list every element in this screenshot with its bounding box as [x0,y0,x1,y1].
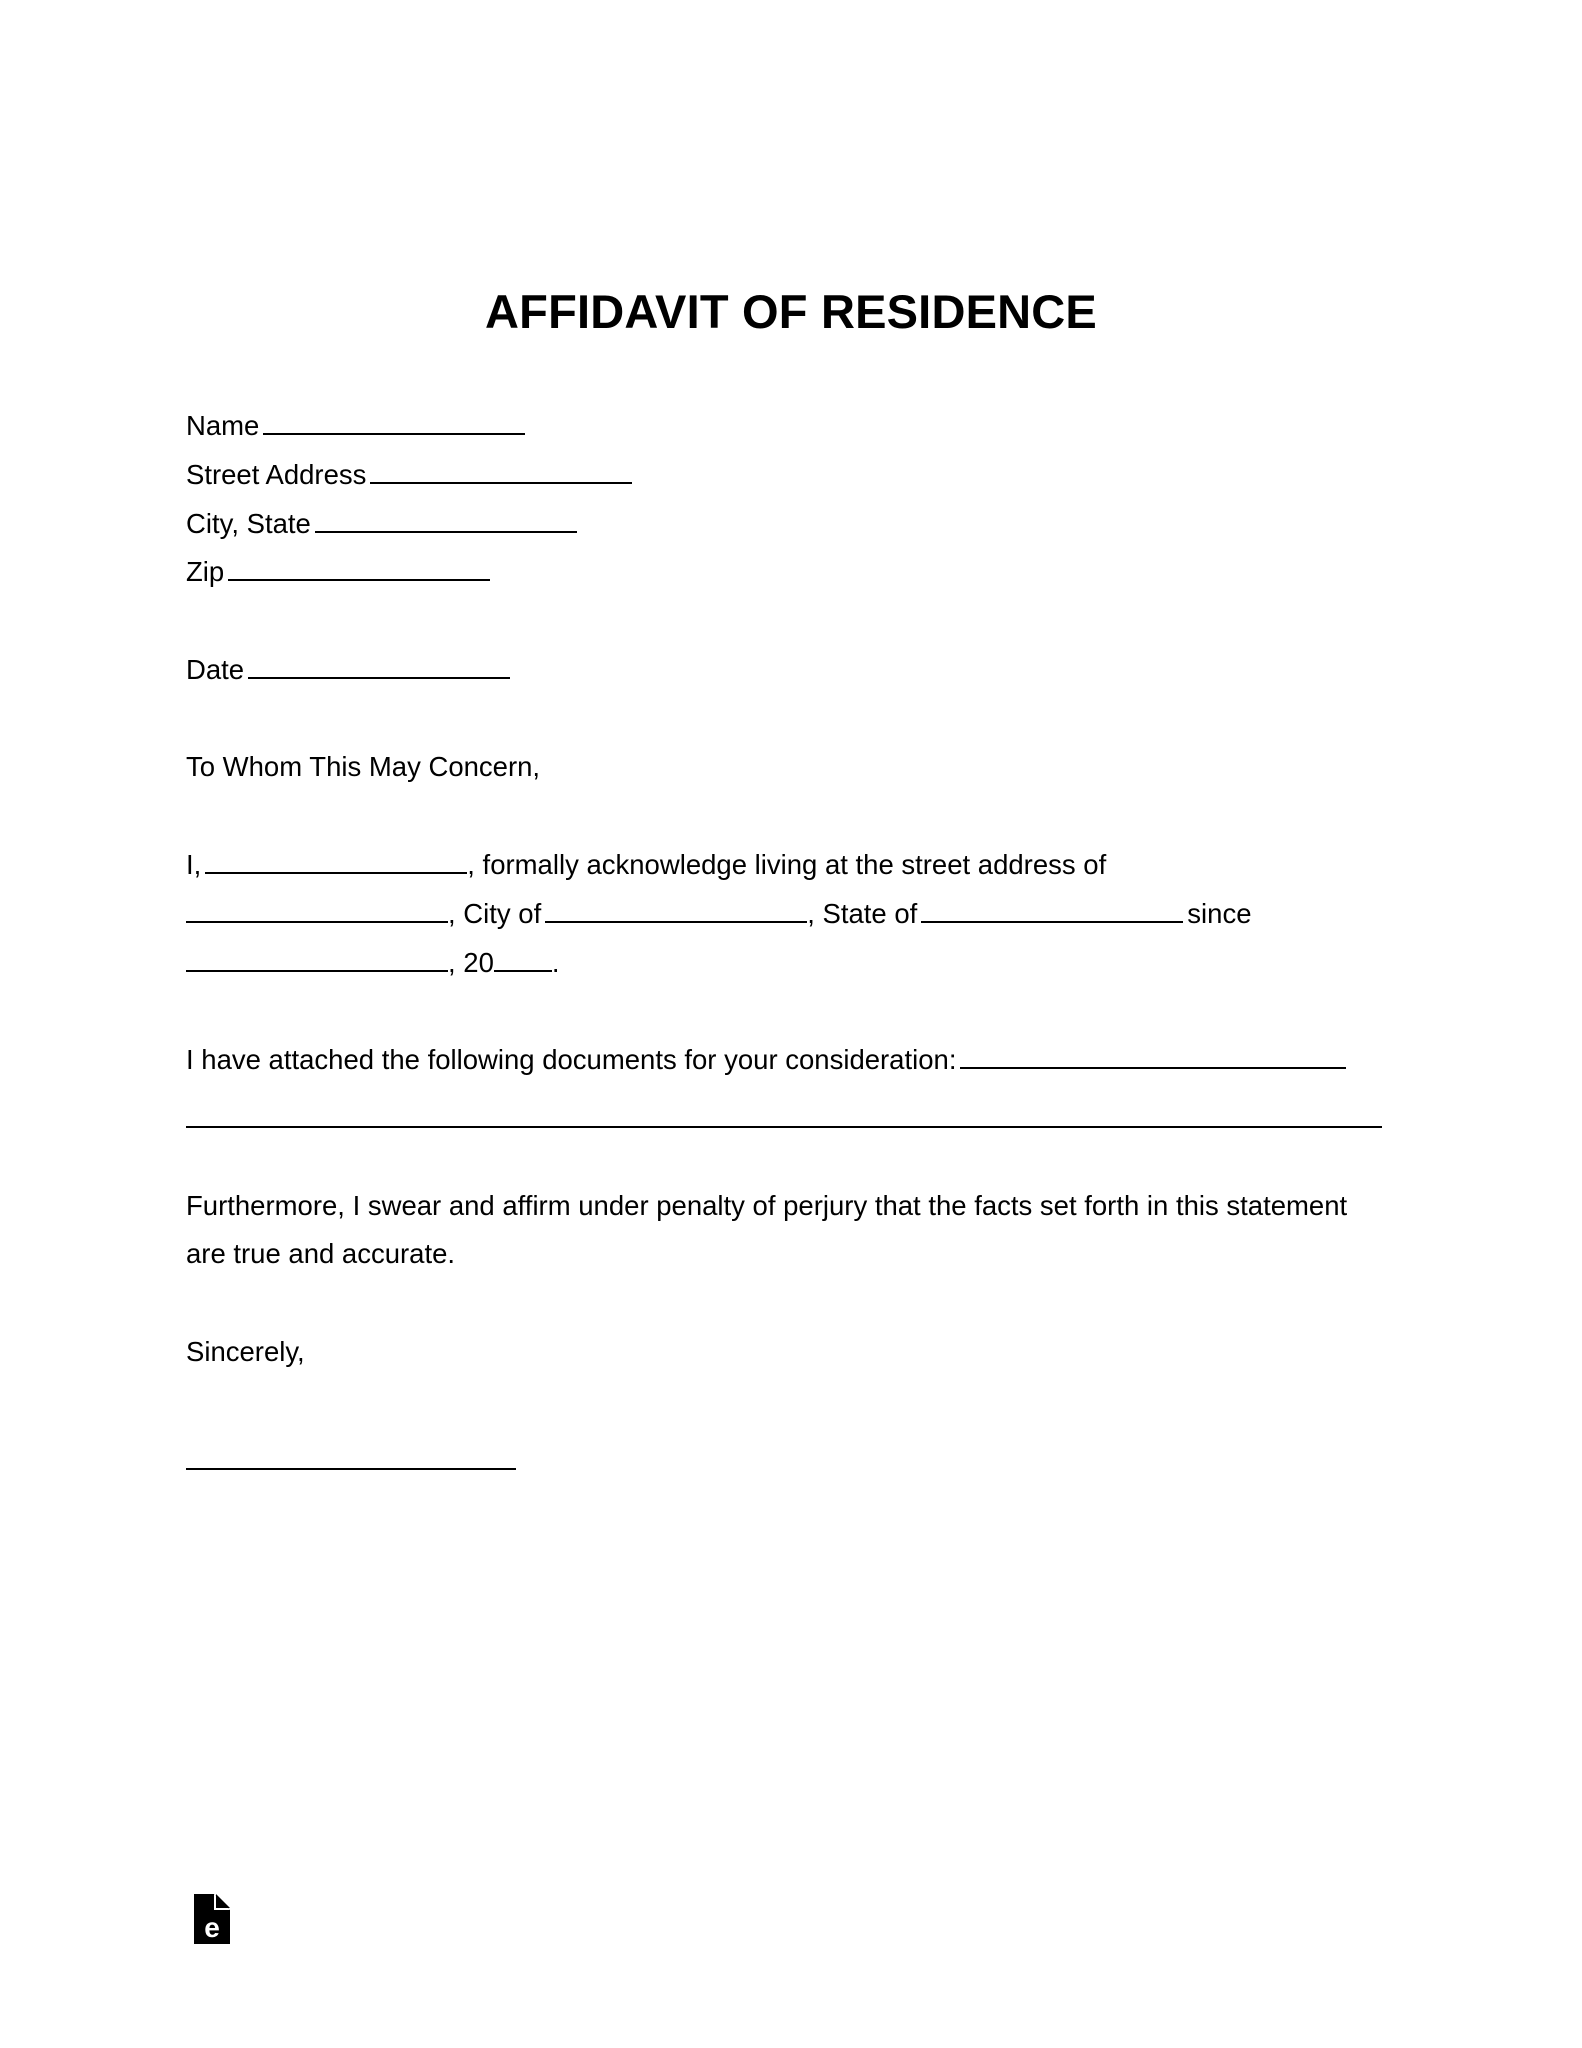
signature-line[interactable] [186,1468,516,1470]
period-text: . [551,947,560,978]
document-title: AFFIDAVIT OF RESIDENCE [485,285,1097,338]
documents-continuation-blank[interactable] [186,1126,1382,1128]
zip-blank[interactable] [228,557,490,581]
paragraph1-line3 [186,945,560,981]
closing: Sincerely, [186,1336,305,1367]
affirmation-line1: Furthermore, I swear and affirm under penalty of perjury that the facts set forth in this statement [186,1190,1348,1221]
state-blank[interactable] [921,899,1183,923]
city-of-text: , City of [448,898,542,929]
date-field-row [186,652,514,688]
state-of-text: , State of [807,898,918,929]
documents-line [186,1042,1350,1078]
street-address-label: Street Address [186,459,367,490]
eforms-logo-icon [194,1894,230,1944]
street-address-field-row [186,457,636,493]
documents-blank[interactable] [960,1045,1346,1069]
street-address-blank-2[interactable] [186,899,448,923]
salutation: To Whom This May Concern, [186,751,541,782]
paragraph1-line2 [186,896,1252,932]
acknowledge-text: , formally acknowledge living at the street address of [467,849,1107,880]
date-label: Date [186,654,245,685]
affiant-name-blank[interactable] [205,850,467,874]
since-text: since [1187,898,1252,929]
zip-field-row [186,554,494,590]
year-blank[interactable] [494,948,552,972]
name-blank[interactable] [263,411,525,435]
paragraph1-line1 [186,847,1106,883]
city-state-field-row [186,506,581,542]
street-address-blank[interactable] [370,460,632,484]
pronoun-text: I, [186,849,202,880]
city-state-blank[interactable] [315,509,577,533]
name-label: Name [186,410,260,441]
name-field-row [186,408,529,444]
date-blank[interactable] [248,655,510,679]
svg-text:e: e [204,1912,220,1943]
since-date-blank[interactable] [186,948,448,972]
city-state-label: City, State [186,508,311,539]
zip-label: Zip [186,556,225,587]
year-prefix-text: , 20 [448,947,494,978]
affirmation-line2: are true and accurate. [186,1238,456,1269]
documents-text: I have attached the following documents for your consideration: [186,1044,957,1075]
city-blank[interactable] [545,899,807,923]
